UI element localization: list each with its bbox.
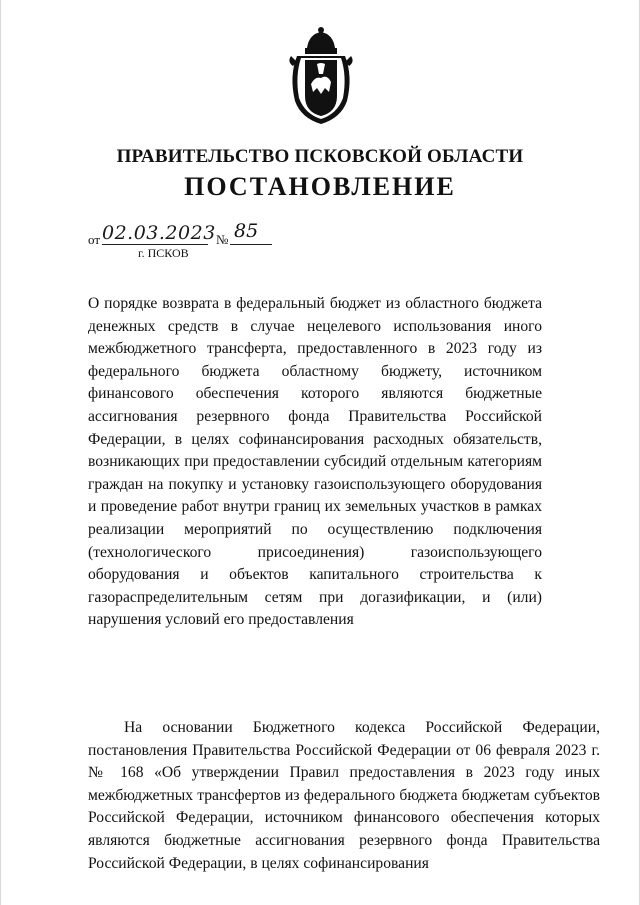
number-prefix: № <box>216 232 229 247</box>
organization-name: ПРАВИТЕЛЬСТВО ПСКОВСКОЙ ОБЛАСТИ <box>116 146 524 167</box>
handwritten-date: 02.03.2023 <box>102 222 216 244</box>
coat-of-arms-icon <box>287 26 355 126</box>
date-prefix: от <box>88 232 101 247</box>
page-edge-left <box>0 0 7 905</box>
body-paragraph: На основании Бюджетного кодекса Российской Федерации, постановления Правительства Российской Федерации от 06 февраля 2023 г. № 168 «Об утверждении Правил предоставления в 2023 году иных межбюджетных трансфертов из федерального бюджета бюджетам субъектов Российской Федерации, источником финансового обеспечения которых являются бюджетные ассигнования резервного фонда Правительства Российской Федерации, в целях софинансирования <box>88 719 600 872</box>
city-label: г. ПСКОВ <box>138 246 189 260</box>
page-edge-right <box>633 0 640 905</box>
document-meta <box>88 222 288 262</box>
document-type: ПОСТАНОВЛЕНИЕ <box>184 172 456 201</box>
date-underline <box>102 244 208 245</box>
document-title: О порядке возврата в федеральный бюджет из областного бюджета денежных средств в случае нецелевого использования иного межбюджетного трансферта, предоставленного в 2023 году из федерального бюджета областному бюджету, источником финансового обеспечения которого являются бюджетные ассигнования резервного фонда Правительства Российской Федерации, в целях софинансирования расходных обязательств, возникающих при предоставлении субсидий отдельным категориям граждан на покупку и установку газоиспользующего оборудования и проведение работ внутри границ их земельных участков в рамках реализации мероприятий по осуществлению подключения (технологического присоединения) газоиспользующего оборудования и объектов капитального строительства к газораспределительным сетям при догазификации, и (или) нарушения условий его предоставления <box>88 295 542 629</box>
number-underline <box>230 244 272 245</box>
handwritten-number: 85 <box>234 220 259 242</box>
